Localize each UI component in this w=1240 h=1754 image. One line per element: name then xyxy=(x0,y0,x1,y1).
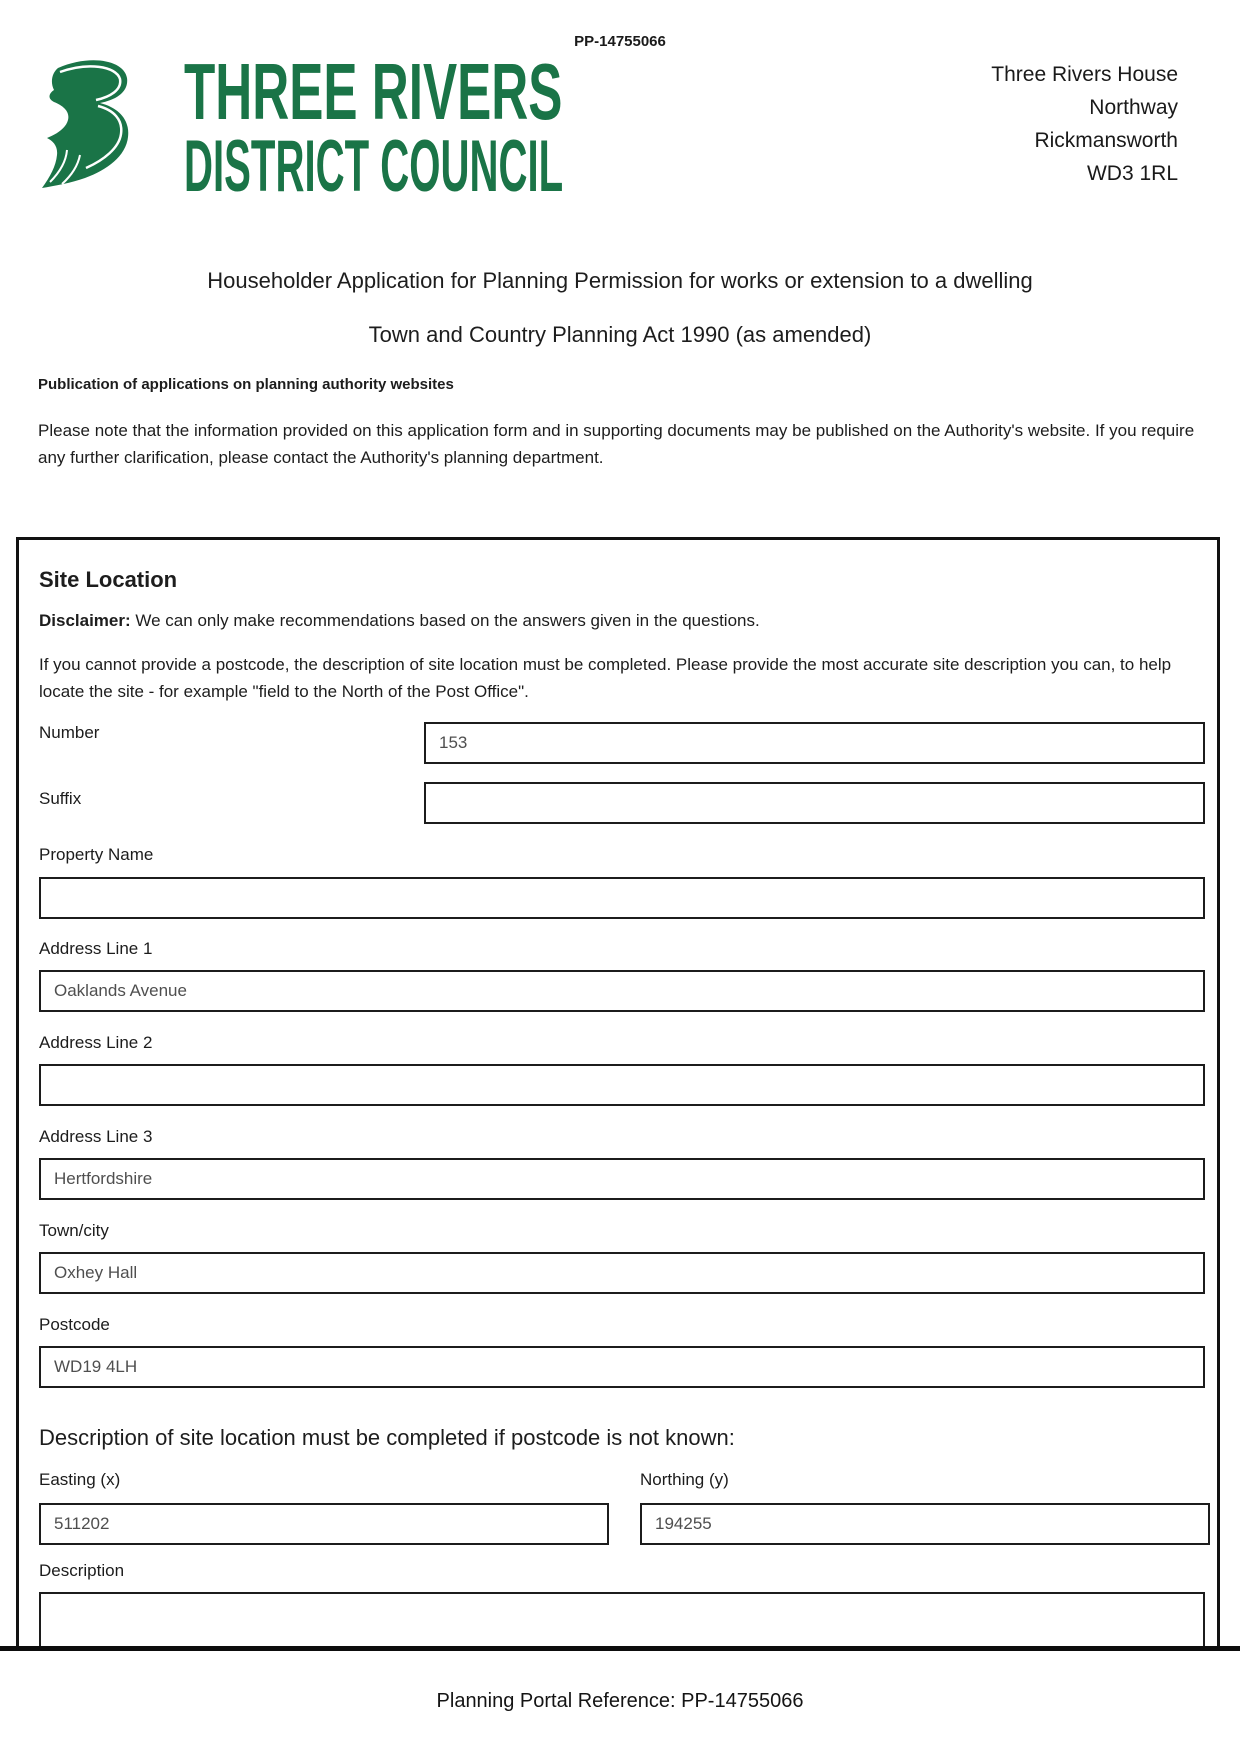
easting-input[interactable] xyxy=(39,1503,609,1545)
property-name-input[interactable] xyxy=(39,877,1205,919)
northing-label: Northing (y) xyxy=(640,1470,729,1489)
town-city-input[interactable] xyxy=(39,1252,1205,1294)
address-line-2-input[interactable] xyxy=(39,1064,1205,1106)
easting-label: Easting (x) xyxy=(39,1470,121,1489)
site-location-section xyxy=(16,537,1220,1650)
number-label: Number xyxy=(39,723,100,742)
disclaimer-label: Disclaimer: xyxy=(39,611,131,630)
three-rivers-logo-icon xyxy=(40,58,174,195)
logo-text-line2: DISTRICT COUNCIL xyxy=(184,126,564,207)
council-address xyxy=(991,58,1178,190)
description-label: Description xyxy=(39,1561,125,1580)
page-break-divider xyxy=(0,1646,1240,1651)
planning-reference-top: PP-14755066 xyxy=(574,33,666,50)
disclaimer-body: We can only make recommendations based on the answers given in the questions. xyxy=(130,611,760,630)
site-location-heading: Site Location xyxy=(39,567,178,592)
address-line-3-label: Address Line 3 xyxy=(39,1127,153,1146)
council-address-line: Northway xyxy=(1089,96,1178,119)
council-address-line: Three Rivers House xyxy=(991,63,1178,86)
postcode-input[interactable] xyxy=(39,1346,1205,1388)
publication-note-heading: Publication of applications on planning authority websites xyxy=(38,376,454,393)
address-line-1-label: Address Line 1 xyxy=(39,939,153,958)
property-name-label: Property Name xyxy=(39,845,154,864)
council-address-line: Rickmansworth xyxy=(1034,129,1178,152)
town-city-label: Town/city xyxy=(39,1221,109,1240)
document-subtitle: Town and Country Planning Act 1990 (as amended) xyxy=(368,322,872,347)
council-address-line: WD3 1RL xyxy=(1086,162,1178,185)
footer-reference: Planning Portal Reference: PP-14755066 xyxy=(436,1690,804,1712)
postcode-label: Postcode xyxy=(39,1315,110,1334)
description-textarea[interactable] xyxy=(39,1592,1205,1650)
logo-text-line1: THREE RIVERS xyxy=(184,47,563,136)
address-line-2-label: Address Line 2 xyxy=(39,1033,153,1052)
document-title: Householder Application for Planning Permission for works or extension to a dwelling xyxy=(207,268,1033,293)
suffix-label: Suffix xyxy=(39,789,82,808)
address-line-3-input[interactable] xyxy=(39,1158,1205,1200)
number-input[interactable] xyxy=(424,722,1205,764)
site-description-heading: Description of site location must be completed if postcode is not known: xyxy=(39,1425,735,1450)
northing-input[interactable] xyxy=(640,1503,1210,1545)
postcode-instructions: If you cannot provide a postcode, the description of site location must be completed. Please provide the most accurate site description you can, to help locate the site - for example "field to the North of the Post Office". xyxy=(39,655,1172,701)
disclaimer-text xyxy=(39,611,760,631)
address-line-1-input[interactable] xyxy=(39,970,1205,1012)
suffix-input[interactable] xyxy=(424,782,1205,824)
publication-note-body: Please note that the information provided on this application form and in supporting documents may be published on the Authority's website. If you require any further clarification, please contact the Authority's planning department. xyxy=(38,421,1195,467)
